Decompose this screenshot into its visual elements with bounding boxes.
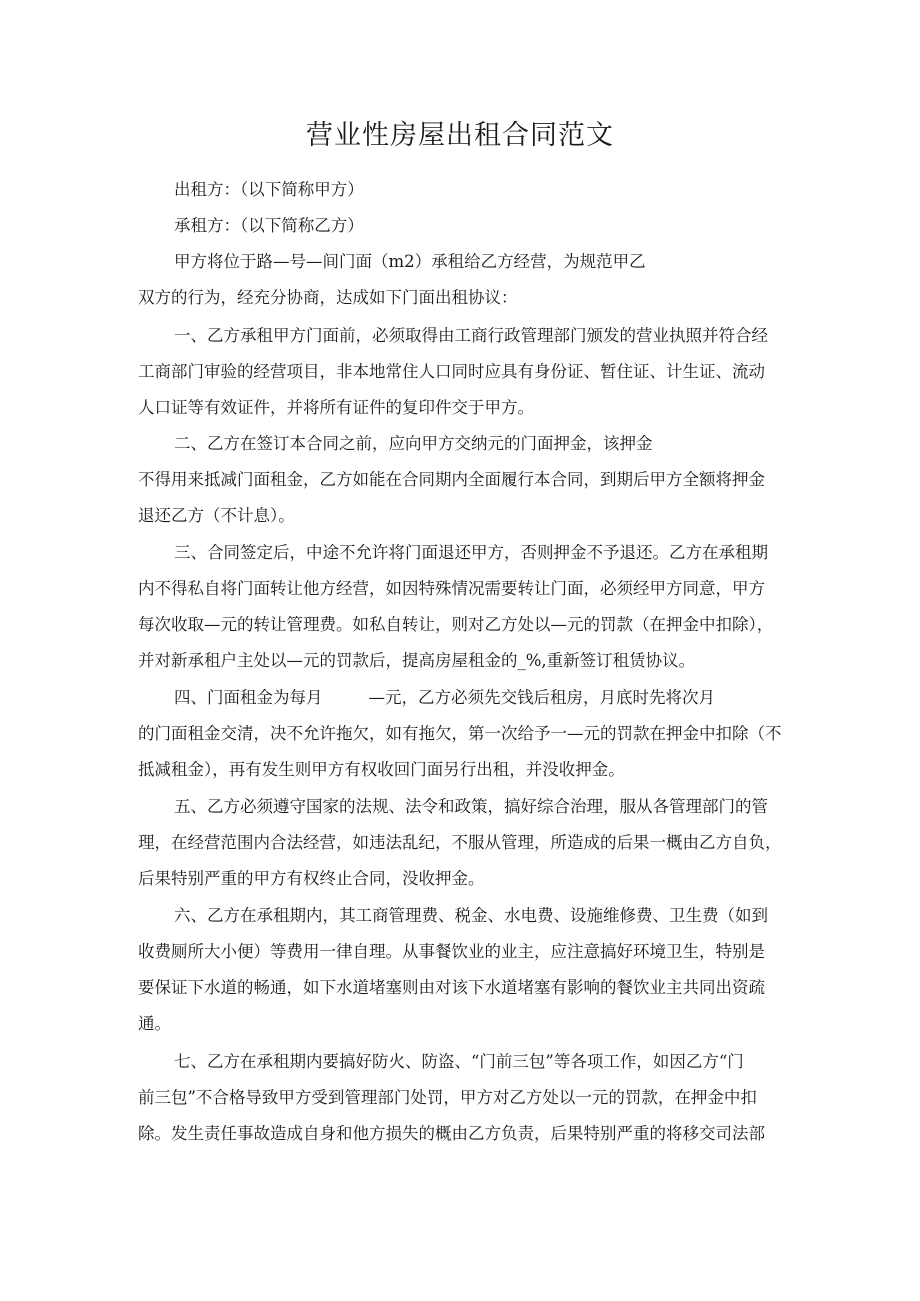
clause-2-line: 不得用来抵减门面租金，乙方如能在合同期内全面履行本合同，到期后甲方全额将押金	[138, 470, 765, 489]
clause-3-line: 三、合同签定后，中途不允许将门面退还甲方，否则押金不予退还。乙方在承租期	[174, 543, 768, 562]
clause-2-line: 退还乙方（不计息）。	[138, 506, 295, 525]
clause-6-line: 要保证下水道的畅通，如下水道堵塞则由对该下水道堵塞有影响的餐饮业主共同出资疏	[138, 978, 765, 997]
clause-3-line: 内不得私自将门面转让他方经营，如因特殊情况需要转让门面，必须经甲方同意，甲方	[138, 579, 765, 598]
intro-line: 甲方将位于路—号—间门面（m2）承租给乙方经营，为规范甲乙	[174, 252, 646, 271]
party-b-line: 承租方：（以下简称乙方）	[174, 216, 364, 235]
clause-6-line: 六、乙方在承租期内，其工商管理费、税金、水电费、设施维修费、卫生费（如到	[174, 906, 768, 925]
clause-4-line: 的门面租金交清，决不允许拖欠，如有拖欠，第一次给予一—元的罚款在押金中扣除（不	[138, 724, 782, 743]
clause-4-start: 四、门面租金为每月	[174, 688, 323, 707]
clause-7-line: 七、乙方在承租期内要搞好防火、防盗、“门前三包”等各项工作，如因乙方“门	[174, 1052, 744, 1071]
clause-4-continuation: —元，乙方必须先交钱后租房，月底时先将次月	[368, 688, 715, 707]
clause-3-line: 每次收取—元的转让管理费。如私自转让，则对乙方处以—元的罚款（在押金中扣除），	[138, 615, 774, 634]
clause-5-line: 后果特别严重的甲方有权终止合同，没收押金。	[138, 869, 485, 888]
clause-1-line: 工商部门审验的经营项目，非本地常住人口同时应具有身份证、暂住证、计生证、流动	[138, 362, 765, 381]
clause-4-line	[174, 686, 715, 710]
intro-line: 双方的行为，经充分协商，达成如下门面出租协议：	[138, 288, 518, 307]
clause-5-line: 理，在经营范围内合法经营，如违法乱纪，不服从管理，所造成的后果一概由乙方自负，	[138, 833, 782, 852]
document-title: 营业性房屋出租合同范文	[306, 120, 614, 151]
clause-4-line: 抵减租金），再有发生则甲方有权收回门面另行出租，并没收押金。	[138, 760, 625, 779]
clause-1-line: 一、乙方承租甲方门面前，必须取得由工商行政管理部门颁发的营业执照并符合经	[174, 326, 768, 345]
clause-7-line: 前三包”不合格导致甲方受到管理部门处罚，甲方对乙方处以一元的罚款，在押金中扣	[138, 1088, 757, 1107]
clause-2-line: 二、乙方在签订本合同之前，应向甲方交纳元的门面押金，该押金	[174, 434, 653, 453]
clause-7-line: 除。发生责任事故造成自身和他方损失的概由乙方负责，后果特别严重的将移交司法部	[138, 1124, 765, 1143]
clause-6-line: 通。	[138, 1014, 171, 1033]
clause-3-line: 并对新承租户主处以—元的罚款后，提高房屋租金的_%,重新签订租赁协议。	[138, 651, 696, 670]
party-a-line: 出租方：（以下简称甲方）	[174, 180, 364, 199]
clause-5-line: 五、乙方必须遵守国家的法规、法令和政策，搞好综合治理，服从各管理部门的管	[174, 797, 768, 816]
clause-6-line: 收费厕所大小便）等费用一律自理。从事餐饮业的业主，应注意搞好环境卫生，特别是	[138, 942, 765, 961]
clause-1-line: 人口证等有效证件，并将所有证件的复印件交于甲方。	[138, 398, 534, 417]
